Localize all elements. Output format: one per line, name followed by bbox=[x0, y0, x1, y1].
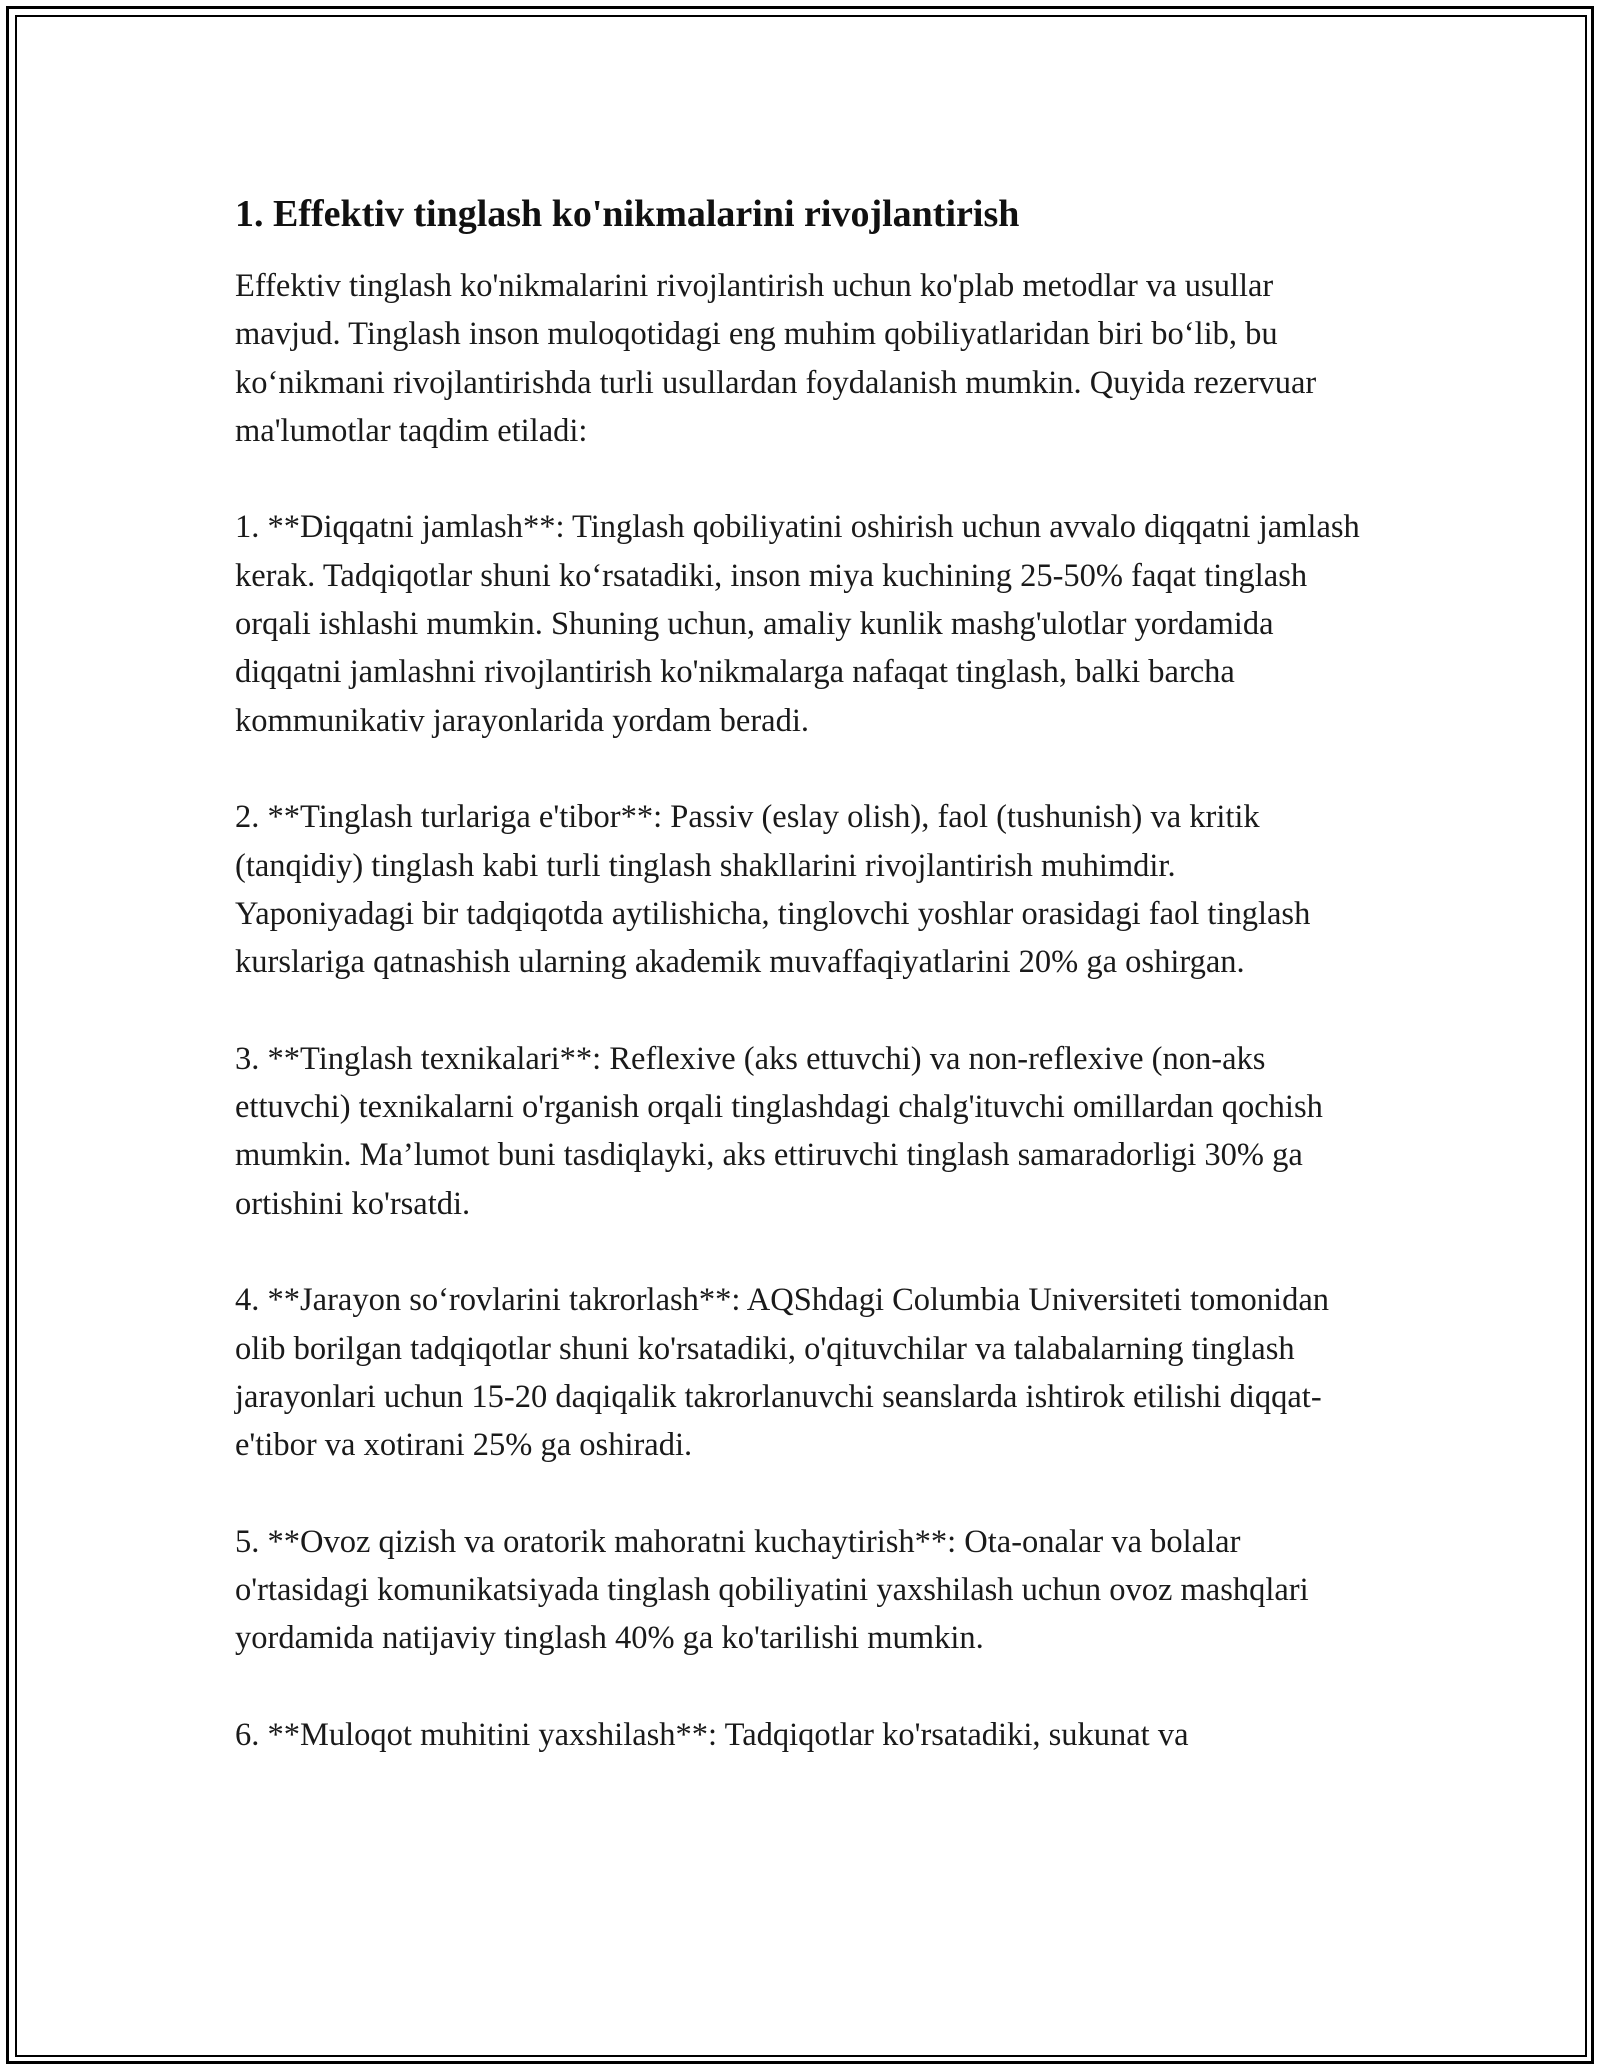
list-item-diqqatni-jamlash: 1. **Diqqatni jamlash**: Tinglash qobiliyatini oshirish uchun avvalo diqqatni jamlash kerak. Tadqiqotlar shuni ko‘rsatadiki, inson miya kuchining 25-50% faqat tinglash orqali ishlashi mumkin. Shuning uchun, amaliy kunlik mashg'ulotlar yordamida diqqatni jamlashni rivojlantirish ko'nikmalarga nafaqat tinglash, balki barcha kommunikativ jarayonlarida yordam beradi. bbox=[235, 509, 1360, 739]
intro-paragraph: Effektiv tinglash ko'nikmalarini rivojlantirish uchun ko'plab metodlar va usullar mavjud. Tinglash inson muloqotidagi eng muhim qobiliyatlaridan biri bo‘lib, bu ko‘nikmani rivojlantirishda turli usullardan foydalanish mumkin. Quyida rezervuar ma'lumotlar taqdim etiladi: bbox=[235, 268, 1317, 449]
list-item-tinglash-turlari: 2. **Tinglash turlariga e'tibor**: Passiv (eslay olish), faol (tushunish) va kritik (tanqidiy) tinglash kabi turli tinglash shakllarini rivojlantirish muhimdir. Yaponiyadagi bir tadqiqotda aytilishicha, tinglovchi yoshlar orasidagi faol tinglash kurslariga qatnashish ularning akademik muvaffaqiyatlarini 20% ga oshirgan. bbox=[235, 799, 1311, 981]
list-item-muloqot-muhiti: 6. **Muloqot muhitini yaxshilash**: Tadqiqotlar ko'rsatadiki, sukunat va bbox=[235, 1716, 1189, 1753]
list-item-ovoz-mahorat: 5. **Ovoz qizish va oratorik mahoratni kuchaytirish**: Ota-onalar va bolalar o'rtasidagi komunikatsiyada tinglash qobiliyatini yaxshilash uchun ovoz mashqlari yordamida natijaviy tinglash 40% ga ko'tarilishi mumkin. bbox=[235, 1523, 1309, 1657]
document-body bbox=[235, 188, 1360, 1759]
list-item-jarayon-sorovlari: 4. **Jarayon so‘rovlarini takrorlash**: AQShdagi Columbia Universiteti tomonidan olib borilgan tadqiqotlar shuni ko'rsatadiki, o'qituvchilar va talabalarning tinglash jarayonlari uchun 15-20 daqiqalik takrorlanuvchi seanslarda ishtirok etilishi diqqat-e'tibor va xotirani 25% ga oshiradi. bbox=[235, 1282, 1330, 1464]
section-title: 1. Effektiv tinglash ko'nikmalarini rivojlantirish bbox=[235, 193, 1020, 235]
list-item-tinglash-texnikalari: 3. **Tinglash texnikalari**: Reflexive (aks ettuvchi) va non-reflexive (non-aks ettuvchi) texnikalarni o'rganish orqali tinglashdagi chalg'ituvchi omillardan qochish mumkin. Ma’lumot buni tasdiqlayki, aks ettiruvchi tinglash samaradorligi 30% ga ortishini ko'rsatdi. bbox=[235, 1040, 1323, 1222]
